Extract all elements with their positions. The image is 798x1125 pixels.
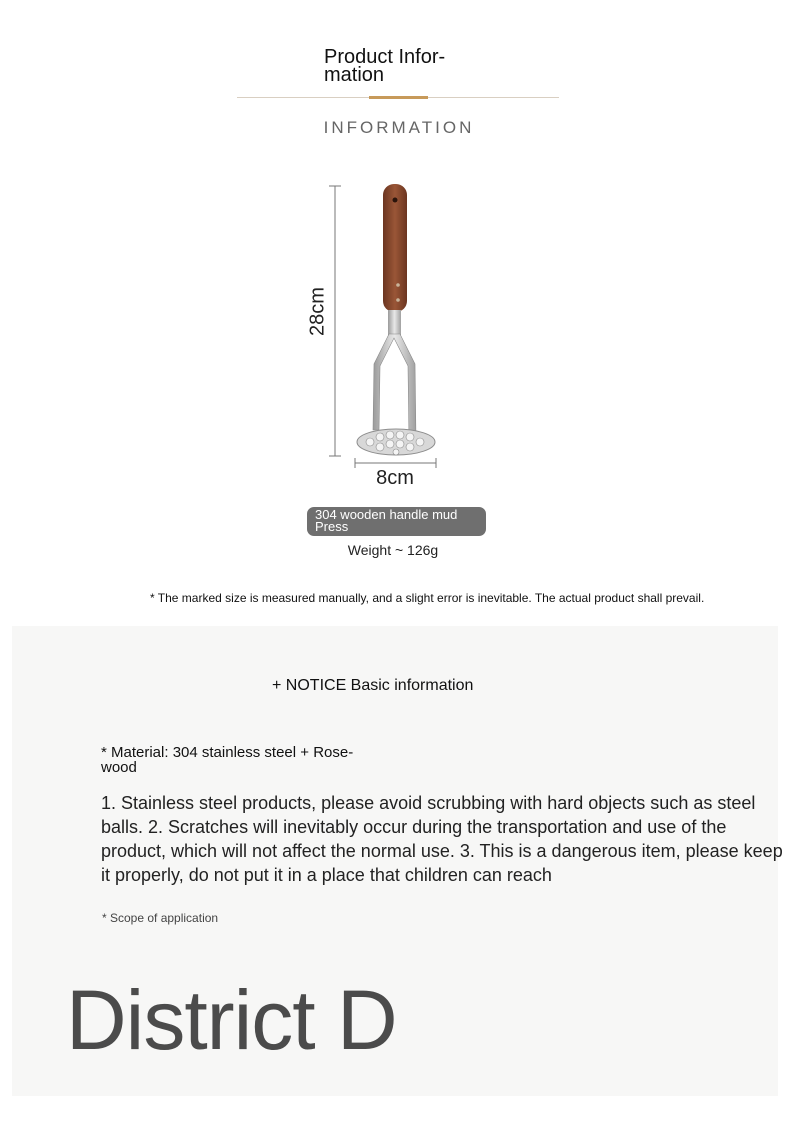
product-name-badge: 304 wooden handle mud Press [307, 507, 486, 536]
height-label: 28cm [306, 287, 329, 336]
truncated-scope-line [102, 911, 302, 917]
wooden-handle [383, 184, 407, 312]
product-weight: Weight ~ 126g [347, 542, 439, 558]
size-disclaimer: * The marked size is measured manually, and a slight error is inevitable. The actual product shall prevail. [150, 591, 705, 605]
section-subtitle: INFORMATION [323, 118, 475, 137]
height-dimension-line [329, 186, 341, 456]
steel-legs [373, 334, 416, 440]
title-accent-bar [369, 96, 428, 99]
care-notes: 1. Stainless steel products, please avoid scrubbing with hard objects such as steel balls. 2. Scratches will inevitably occur during the transportation and use of the product, which will not affect the normal use. 3. This is a dangerous item, please keep it properly, do not put it in a place that children can reach [101, 793, 783, 885]
steel-neck [388, 310, 401, 336]
notice-heading: + NOTICE Basic information [272, 677, 474, 694]
watermark-text: District D [66, 973, 397, 1067]
material-info: * Material: 304 stainless steel + Rose- wood [101, 744, 354, 776]
page-title: Product Infor- mation [324, 46, 446, 86]
width-label: 8cm [376, 467, 414, 489]
